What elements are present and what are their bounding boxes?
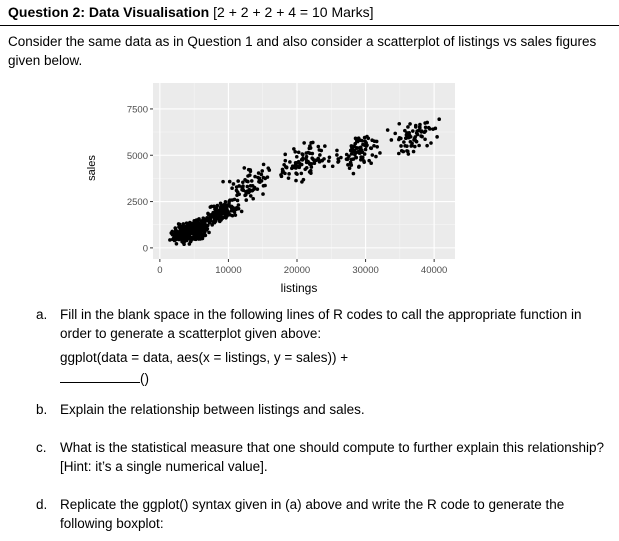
scatter-point bbox=[230, 186, 234, 190]
scatter-point bbox=[308, 144, 312, 148]
scatter-point bbox=[188, 242, 192, 246]
scatter-point bbox=[424, 126, 428, 130]
scatter-point bbox=[360, 139, 364, 143]
scatter-point bbox=[228, 180, 232, 184]
scatter-point bbox=[402, 140, 406, 144]
scatter-point bbox=[349, 149, 353, 153]
scatter-point bbox=[403, 144, 407, 148]
scatter-point bbox=[177, 225, 181, 229]
scatter-point bbox=[228, 198, 232, 202]
scatter-point bbox=[246, 185, 250, 189]
scatter-point bbox=[263, 184, 267, 188]
scatter-point bbox=[413, 135, 417, 139]
scatter-point bbox=[292, 147, 296, 151]
y-axis-label: sales bbox=[86, 155, 98, 181]
scatter-point bbox=[189, 236, 193, 240]
scatter-point bbox=[428, 127, 432, 131]
scatter-point bbox=[361, 156, 365, 160]
scatter-point bbox=[284, 165, 288, 169]
scatter-point bbox=[193, 229, 197, 233]
scatter-point bbox=[177, 222, 181, 226]
scatter-point bbox=[302, 141, 306, 145]
scatter-point bbox=[399, 137, 403, 141]
code-line-2-suffix: () bbox=[140, 371, 149, 386]
scatter-point bbox=[262, 163, 266, 167]
scatter-point bbox=[169, 231, 173, 235]
scatter-point bbox=[405, 131, 409, 135]
scatter-point bbox=[309, 141, 313, 145]
scatter-point bbox=[313, 160, 317, 164]
scatter-point bbox=[305, 166, 309, 170]
scatter-point bbox=[335, 149, 339, 153]
scatter-point bbox=[375, 140, 379, 144]
scatter-point bbox=[346, 163, 350, 167]
scatter-point bbox=[218, 212, 222, 216]
scatter-point bbox=[195, 218, 199, 222]
scatter-point bbox=[378, 151, 382, 155]
scatter-point bbox=[331, 164, 335, 168]
scatter-point bbox=[370, 138, 374, 142]
scatter-point bbox=[228, 213, 232, 217]
scatter-point bbox=[237, 184, 241, 188]
scatter-point bbox=[219, 215, 223, 219]
scatter-point bbox=[204, 225, 208, 229]
scatter-point bbox=[337, 159, 341, 163]
item-b-text: Explain the relationship between listings and sales. bbox=[60, 402, 365, 417]
y-tick-label: 2500 bbox=[126, 197, 148, 209]
scatter-point bbox=[246, 174, 250, 178]
scatter-point bbox=[241, 186, 245, 190]
scatter-point bbox=[213, 217, 217, 221]
scatter-point bbox=[240, 210, 244, 214]
x-tick-label: 30000 bbox=[352, 265, 379, 276]
scatter-point bbox=[221, 180, 225, 184]
item-d-label: d. bbox=[36, 497, 48, 512]
scatter-point bbox=[306, 160, 310, 164]
scatter-point bbox=[366, 137, 370, 141]
scatter-point bbox=[253, 186, 257, 190]
scatter-point bbox=[399, 144, 403, 148]
scatter-point bbox=[244, 198, 248, 202]
scatter-point bbox=[242, 166, 246, 170]
scatter-point bbox=[406, 150, 410, 154]
scatter-point bbox=[364, 148, 368, 152]
x-tick-label: 0 bbox=[157, 265, 163, 276]
scatter-point bbox=[352, 172, 356, 176]
scatter-point bbox=[412, 138, 416, 142]
question-marks: [2 + 2 + 2 + 4 = 10 Marks] bbox=[213, 4, 374, 20]
scatter-point bbox=[266, 175, 270, 179]
scatter-point bbox=[200, 224, 204, 228]
scatter-point bbox=[223, 203, 227, 207]
scatter-point bbox=[203, 230, 207, 234]
scatter-point bbox=[423, 137, 427, 141]
scatter-point bbox=[297, 150, 301, 154]
scatter-point bbox=[267, 168, 271, 172]
scatter-point bbox=[211, 211, 215, 215]
scatter-point bbox=[361, 143, 365, 147]
scatter-point bbox=[357, 165, 361, 169]
scatter-point bbox=[406, 125, 410, 129]
scatter-point bbox=[397, 122, 401, 126]
scatter-point bbox=[316, 157, 320, 161]
scatter-point bbox=[295, 172, 299, 176]
scatter-point bbox=[328, 155, 332, 159]
scatter-point bbox=[417, 144, 421, 148]
scatter-point bbox=[244, 193, 248, 197]
scatter-point bbox=[295, 155, 299, 159]
scatter-point bbox=[350, 144, 354, 148]
scatter-point bbox=[367, 159, 371, 163]
scatter-point bbox=[234, 208, 238, 212]
scatter-point bbox=[236, 179, 240, 183]
scatter-point bbox=[320, 159, 324, 163]
scatter-point bbox=[233, 198, 237, 202]
scatter-point bbox=[257, 171, 261, 175]
scatter-point bbox=[429, 141, 433, 145]
item-c-label: c. bbox=[36, 440, 47, 455]
scatter-point bbox=[369, 146, 373, 150]
scatter-point bbox=[420, 135, 424, 139]
scatter-point bbox=[407, 136, 411, 140]
scatter-point bbox=[258, 180, 262, 184]
scatter-point bbox=[181, 231, 185, 235]
scatter-point bbox=[360, 150, 364, 154]
scatter-point bbox=[260, 169, 264, 173]
scatter-point bbox=[371, 153, 375, 157]
scatter-point bbox=[178, 230, 182, 234]
scatter-point bbox=[363, 139, 367, 143]
scatter-point bbox=[393, 132, 397, 136]
scatter-point bbox=[175, 242, 179, 246]
scatter-point bbox=[188, 232, 192, 236]
scatter-point bbox=[335, 153, 339, 157]
scatter-point bbox=[204, 217, 208, 221]
scatter-point bbox=[397, 152, 401, 156]
scatter-point bbox=[425, 144, 429, 148]
x-tick-label: 10000 bbox=[215, 265, 242, 276]
scatter-point bbox=[345, 157, 349, 161]
scatter-point bbox=[280, 175, 284, 179]
item-c-text: What is the statistical measure that one should compute to further explain this relationship? [Hint: it’s a single numerical value]. bbox=[60, 440, 605, 474]
scatter-point bbox=[213, 221, 217, 225]
scatter-point bbox=[179, 237, 183, 241]
scatter-point bbox=[435, 135, 439, 139]
scatter-point bbox=[437, 117, 441, 121]
scatter-point bbox=[374, 155, 378, 159]
scatter-point bbox=[414, 125, 418, 129]
scatter-point bbox=[281, 170, 285, 174]
item-a-label: a. bbox=[36, 307, 48, 322]
scatter-point bbox=[261, 192, 265, 196]
scatter-point bbox=[168, 238, 172, 242]
scatter-point bbox=[283, 159, 287, 163]
scatter-point bbox=[235, 193, 239, 197]
scatter-point bbox=[318, 153, 322, 157]
item-d-text: Replicate the ggplot() syntax given in (a) above and write the R code to generate the following boxplot: bbox=[60, 497, 565, 531]
scatter-point bbox=[362, 159, 366, 163]
scatter-point bbox=[411, 129, 415, 133]
scatter-point bbox=[353, 153, 357, 157]
blank-space[interactable] bbox=[60, 370, 140, 383]
scatter-point bbox=[209, 219, 213, 223]
scatter-point bbox=[372, 144, 376, 148]
scatter-point bbox=[176, 233, 180, 237]
scatter-point bbox=[234, 213, 238, 217]
scatter-point bbox=[300, 172, 304, 176]
title-divider bbox=[0, 25, 619, 26]
scatter-point bbox=[355, 146, 359, 150]
scatter-point bbox=[199, 237, 203, 241]
scatter-point bbox=[410, 142, 414, 146]
scatter-point bbox=[323, 144, 327, 148]
scatter-point bbox=[294, 179, 298, 183]
scatter-point bbox=[327, 159, 331, 163]
scatter-point bbox=[390, 138, 394, 142]
scatter-point bbox=[386, 128, 390, 132]
scatter-point bbox=[225, 207, 229, 211]
scatter-point bbox=[412, 150, 416, 154]
scatter-point bbox=[350, 152, 354, 156]
scatter-point bbox=[241, 180, 245, 184]
x-tick-label: 40000 bbox=[420, 265, 448, 276]
scatter-point bbox=[283, 153, 287, 157]
scatter-point bbox=[305, 151, 309, 155]
scatter-point bbox=[232, 182, 236, 186]
scatter-point bbox=[434, 127, 438, 131]
x-tick-label: 20000 bbox=[283, 265, 311, 276]
scatter-point bbox=[413, 145, 417, 149]
y-tick-label: 0 bbox=[142, 243, 148, 255]
scatter-point bbox=[288, 160, 292, 164]
scatter-point bbox=[348, 166, 352, 170]
scatter-point bbox=[236, 190, 240, 194]
y-tick-label: 7500 bbox=[126, 104, 148, 116]
x-axis-label: listings bbox=[280, 281, 318, 295]
scatter-point bbox=[258, 177, 262, 181]
scatter-point bbox=[249, 194, 253, 198]
scatter-point bbox=[301, 158, 305, 162]
scatterplot bbox=[85, 80, 455, 295]
code-line-1: ggplot(data = data, aes(x = listings, y = sales)) + bbox=[60, 350, 349, 365]
item-b-label: b. bbox=[36, 402, 48, 417]
scatter-point bbox=[294, 162, 298, 166]
scatter-point bbox=[221, 209, 225, 213]
scatter-point bbox=[300, 152, 304, 156]
scatter-point bbox=[297, 166, 301, 170]
scatter-point bbox=[308, 170, 312, 174]
scatter-point bbox=[420, 129, 424, 133]
item-a-text: Fill in the blank space in the following lines of R codes to call the appropriate function in order to generate a scatterplot given above: bbox=[60, 307, 582, 341]
scatter-point bbox=[251, 197, 255, 201]
scatter-point bbox=[308, 152, 312, 156]
y-tick-label: 5000 bbox=[126, 150, 148, 162]
question-intro: Consider the same data as in Question 1 and also consider a scatterplot of listings vs sales figures given below. bbox=[8, 34, 597, 68]
scatter-point bbox=[309, 163, 313, 167]
scatter-point bbox=[355, 137, 359, 141]
question-heading: Question 2: Data Visualisation bbox=[8, 4, 210, 20]
scatter-point bbox=[207, 231, 211, 235]
scatter-point bbox=[415, 129, 419, 133]
scatter-point bbox=[423, 121, 427, 125]
scatter-point bbox=[323, 165, 327, 169]
scatter-point bbox=[291, 164, 295, 168]
scatter-point bbox=[319, 149, 323, 153]
scatter-point bbox=[183, 226, 187, 230]
scatter-point bbox=[424, 129, 428, 133]
code-line-2 bbox=[60, 370, 149, 386]
scatter-point bbox=[191, 232, 195, 236]
scatter-point bbox=[375, 145, 379, 149]
scatter-point bbox=[195, 235, 199, 239]
scatter-point bbox=[418, 123, 422, 127]
scatter-point bbox=[408, 122, 412, 126]
scatter-point bbox=[317, 145, 321, 149]
scatter-point bbox=[250, 179, 254, 183]
scatter-point bbox=[287, 176, 291, 180]
scatter-point bbox=[197, 227, 201, 231]
scatter-point bbox=[287, 172, 291, 176]
scatter-point bbox=[225, 213, 229, 217]
scatter-point bbox=[300, 180, 304, 184]
scatter-point bbox=[401, 150, 405, 154]
scatter-point bbox=[248, 168, 252, 172]
question-title bbox=[8, 4, 373, 20]
